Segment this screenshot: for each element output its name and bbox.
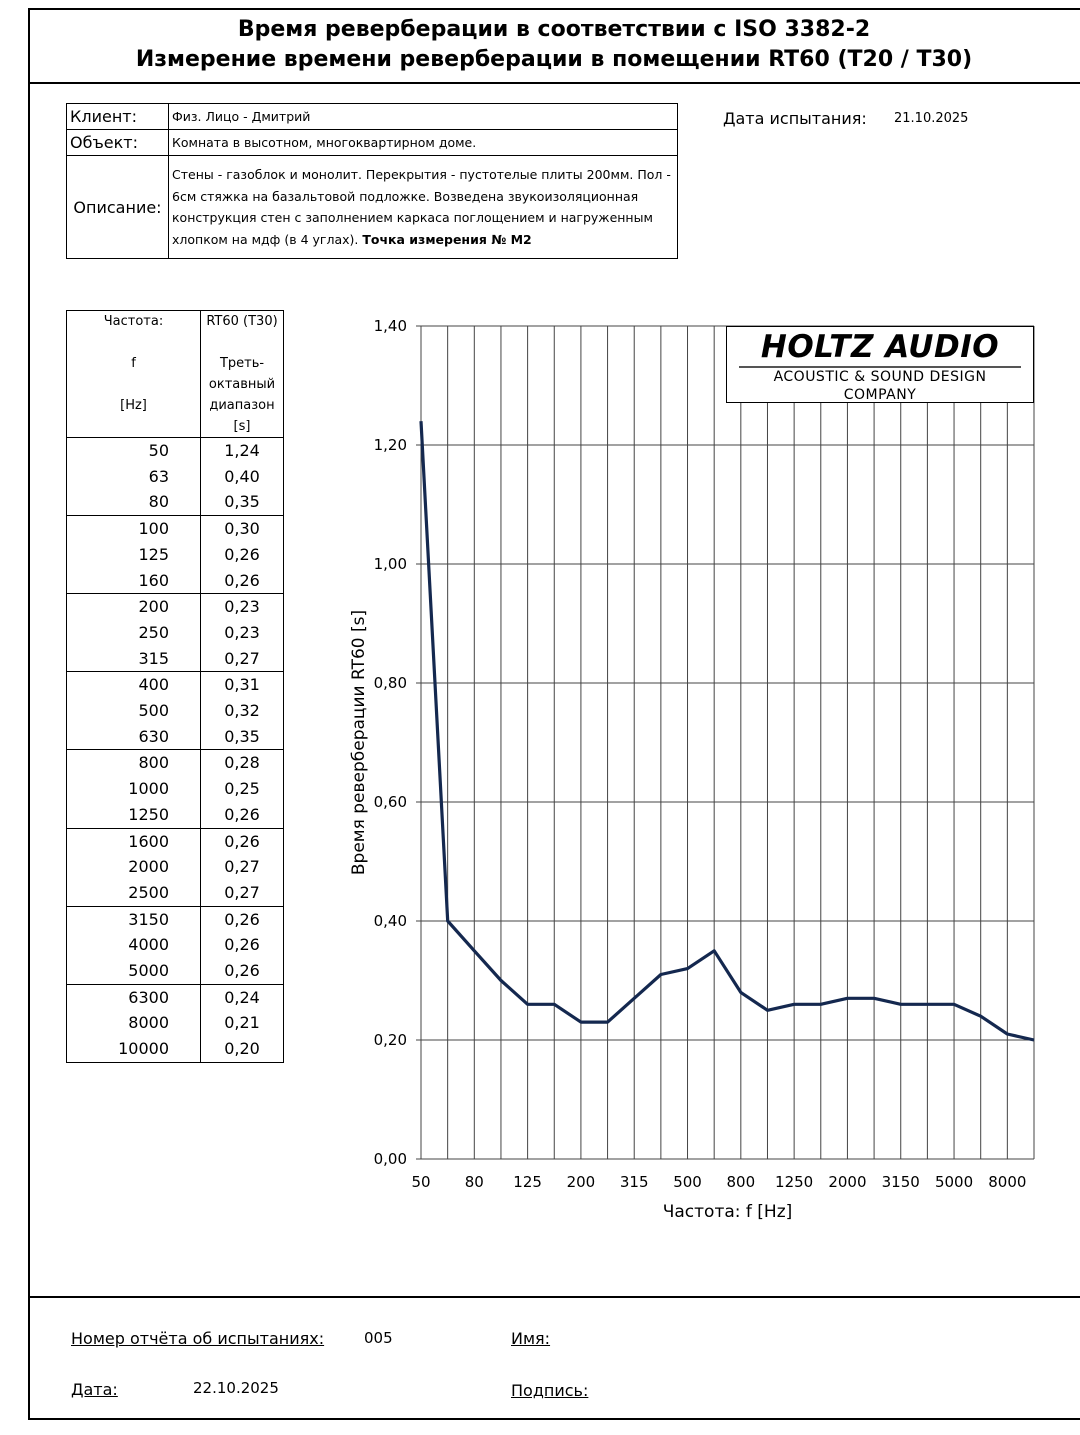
table-row bbox=[67, 1036, 284, 1062]
x-tick-label: 3150 bbox=[881, 1173, 920, 1191]
header-line: RT60 (T30) bbox=[206, 314, 278, 329]
frequency-cell: 10000 bbox=[67, 1036, 201, 1062]
table-row bbox=[67, 880, 284, 906]
rt60-cell: 0,23 bbox=[201, 620, 284, 646]
frequency-cell: 6300 bbox=[67, 984, 201, 1010]
frequency-cell: 500 bbox=[67, 698, 201, 724]
table-row bbox=[67, 698, 284, 724]
table-row bbox=[67, 568, 284, 594]
rt60-cell: 1,24 bbox=[201, 438, 284, 464]
test-date-value: 21.10.2025 bbox=[894, 111, 969, 126]
rt60-cell: 0,26 bbox=[201, 906, 284, 932]
description-cell bbox=[169, 156, 678, 259]
x-tick-label: 800 bbox=[726, 1173, 756, 1191]
holtz-audio-logo bbox=[726, 326, 1034, 403]
frequency-header bbox=[67, 311, 201, 438]
table-row bbox=[67, 646, 284, 672]
logo-name: HOLTZ AUDIO bbox=[760, 329, 1000, 365]
rt60-cell: 0,32 bbox=[201, 698, 284, 724]
header-line bbox=[67, 374, 200, 395]
x-tick-label: 8000 bbox=[988, 1173, 1027, 1191]
table-row bbox=[67, 1010, 284, 1036]
rt60-cell: 0,31 bbox=[201, 672, 284, 698]
rt60-cell: 0,26 bbox=[201, 542, 284, 568]
frequency-cell: 50 bbox=[67, 438, 201, 464]
frequency-cell: 400 bbox=[67, 672, 201, 698]
table-row bbox=[67, 516, 284, 542]
client-value: Физ. Лицо - Дмитрий bbox=[169, 104, 678, 130]
rt60-cell: 0,23 bbox=[201, 594, 284, 620]
table-row bbox=[67, 984, 284, 1010]
header-line: [Hz] bbox=[120, 398, 147, 413]
frequency-cell: 3150 bbox=[67, 906, 201, 932]
header-line: Частота: bbox=[103, 314, 164, 329]
frequency-cell: 1250 bbox=[67, 802, 201, 828]
table-row bbox=[67, 958, 284, 984]
table-row bbox=[67, 932, 284, 958]
table-row bbox=[67, 854, 284, 880]
rt60-cell: 0,28 bbox=[201, 750, 284, 776]
table-row bbox=[67, 776, 284, 802]
frequency-cell: 1000 bbox=[67, 776, 201, 802]
rt60-series-line bbox=[421, 421, 1034, 1040]
frequency-cell: 1600 bbox=[67, 828, 201, 854]
rt60-cell: 0,27 bbox=[201, 646, 284, 672]
title-line-1: Время реверберации в соответствии с ISO 3382-2 bbox=[237, 17, 871, 42]
rt60-table-body bbox=[67, 438, 284, 1063]
logo-subtitle-1: ACOUSTIC & SOUND DESIGN bbox=[773, 368, 987, 385]
table-row bbox=[67, 750, 284, 776]
rt60-cell: 0,35 bbox=[201, 489, 284, 515]
x-axis-label: Частота: f [Hz] bbox=[662, 1202, 793, 1222]
table-row bbox=[67, 438, 284, 464]
frequency-cell: 5000 bbox=[67, 958, 201, 984]
client-label: Клиент: bbox=[67, 104, 169, 130]
rt60-cell: 0,20 bbox=[201, 1036, 284, 1062]
table-row bbox=[67, 542, 284, 568]
rt60-chart bbox=[340, 310, 1060, 1230]
description-value: Стены - газоблок и монолит. Перекрытия - пустотелые плиты 200мм. Пол - 6см стяжка на базальтовой подложке. Возведена звукоизоляционная конструкция стен с заполнением каркаса поглощением и нагруженным хлопком на мдф (в 4 углах). bbox=[172, 167, 671, 247]
rt60-cell: 0,21 bbox=[201, 1010, 284, 1036]
frequency-cell: 125 bbox=[67, 542, 201, 568]
frequency-cell: 200 bbox=[67, 594, 201, 620]
logo-subtitle-2: COMPANY bbox=[843, 386, 917, 403]
x-tick-label: 125 bbox=[513, 1173, 542, 1191]
y-tick-label: 1,40 bbox=[373, 317, 407, 335]
rt60-table bbox=[66, 310, 284, 1063]
report-number-value: 005 bbox=[364, 1329, 393, 1347]
header-line: [s] bbox=[233, 419, 251, 434]
frequency-cell: 630 bbox=[67, 724, 201, 750]
title-block bbox=[28, 8, 1080, 84]
signature-label: Подпись: bbox=[511, 1381, 589, 1400]
frequency-cell: 80 bbox=[67, 489, 201, 515]
table-row bbox=[67, 828, 284, 854]
object-value: Комната в высотном, многоквартирном доме. bbox=[169, 130, 678, 156]
header-line: f bbox=[131, 356, 136, 371]
x-tick-label: 200 bbox=[566, 1173, 596, 1191]
object-label: Объект: bbox=[67, 130, 169, 156]
y-tick-label: 0,60 bbox=[373, 793, 407, 811]
rt60-cell: 0,25 bbox=[201, 776, 284, 802]
table-row bbox=[67, 594, 284, 620]
table-row bbox=[67, 724, 284, 750]
date-label: Дата: bbox=[71, 1380, 118, 1399]
title-line-2: Измерение времени реверберации в помещении RT60 (T20 / T30) bbox=[135, 47, 973, 72]
table-row bbox=[67, 464, 284, 490]
rt60-cell: 0,26 bbox=[201, 568, 284, 594]
name-label: Имя: bbox=[511, 1329, 551, 1348]
x-tick-label: 5000 bbox=[934, 1173, 974, 1191]
y-tick-label: 0,80 bbox=[373, 674, 407, 692]
rt60-header bbox=[201, 311, 284, 438]
info-table bbox=[66, 103, 678, 259]
rt60-cell: 0,26 bbox=[201, 958, 284, 984]
rt60-cell: 0,26 bbox=[201, 932, 284, 958]
header-line bbox=[67, 332, 200, 353]
frequency-cell: 160 bbox=[67, 568, 201, 594]
frequency-cell: 4000 bbox=[67, 932, 201, 958]
rt60-cell: 0,35 bbox=[201, 724, 284, 750]
rt60-cell: 0,26 bbox=[201, 828, 284, 854]
y-tick-label: 1,00 bbox=[373, 555, 407, 573]
table-row bbox=[67, 906, 284, 932]
rt60-cell: 0,24 bbox=[201, 984, 284, 1010]
date-value: 22.10.2025 bbox=[193, 1379, 279, 1397]
description-label: Описание: bbox=[67, 156, 169, 259]
frequency-cell: 63 bbox=[67, 464, 201, 490]
table-row bbox=[67, 489, 284, 515]
frequency-cell: 100 bbox=[67, 516, 201, 542]
table-row bbox=[67, 620, 284, 646]
header-line bbox=[201, 332, 283, 353]
measurement-point: Точка измерения № М2 bbox=[362, 231, 532, 247]
rt60-cell: 0,27 bbox=[201, 854, 284, 880]
report-number-label: Номер отчёта об испытаниях: bbox=[71, 1329, 325, 1348]
frequency-cell: 250 bbox=[67, 620, 201, 646]
y-tick-label: 1,20 bbox=[373, 436, 407, 454]
x-tick-label: 500 bbox=[673, 1173, 702, 1191]
y-axis-label: Время реверберации RT60 [s] bbox=[349, 609, 369, 876]
rt60-cell: 0,27 bbox=[201, 880, 284, 906]
test-date-label: Дата испытания: bbox=[723, 109, 867, 128]
x-tick-label: 80 bbox=[464, 1173, 484, 1191]
footer bbox=[28, 1296, 1080, 1422]
frequency-cell: 8000 bbox=[67, 1010, 201, 1036]
frequency-cell: 315 bbox=[67, 646, 201, 672]
header-line: диапазон bbox=[209, 398, 275, 413]
frequency-cell: 2000 bbox=[67, 854, 201, 880]
header-line: Треть-октавный bbox=[208, 356, 276, 392]
x-tick-label: 50 bbox=[411, 1173, 431, 1191]
rt60-cell: 0,30 bbox=[201, 516, 284, 542]
table-row bbox=[67, 802, 284, 828]
table-row bbox=[67, 672, 284, 698]
rt60-cell: 0,26 bbox=[201, 802, 284, 828]
rt60-cell: 0,40 bbox=[201, 464, 284, 490]
y-tick-label: 0,00 bbox=[373, 1150, 407, 1168]
y-tick-label: 0,20 bbox=[373, 1031, 407, 1049]
frequency-cell: 2500 bbox=[67, 880, 201, 906]
y-tick-label: 0,40 bbox=[373, 912, 407, 930]
frequency-cell: 800 bbox=[67, 750, 201, 776]
x-tick-label: 315 bbox=[619, 1173, 649, 1191]
x-tick-label: 1250 bbox=[775, 1173, 814, 1191]
x-tick-label: 2000 bbox=[828, 1173, 867, 1191]
